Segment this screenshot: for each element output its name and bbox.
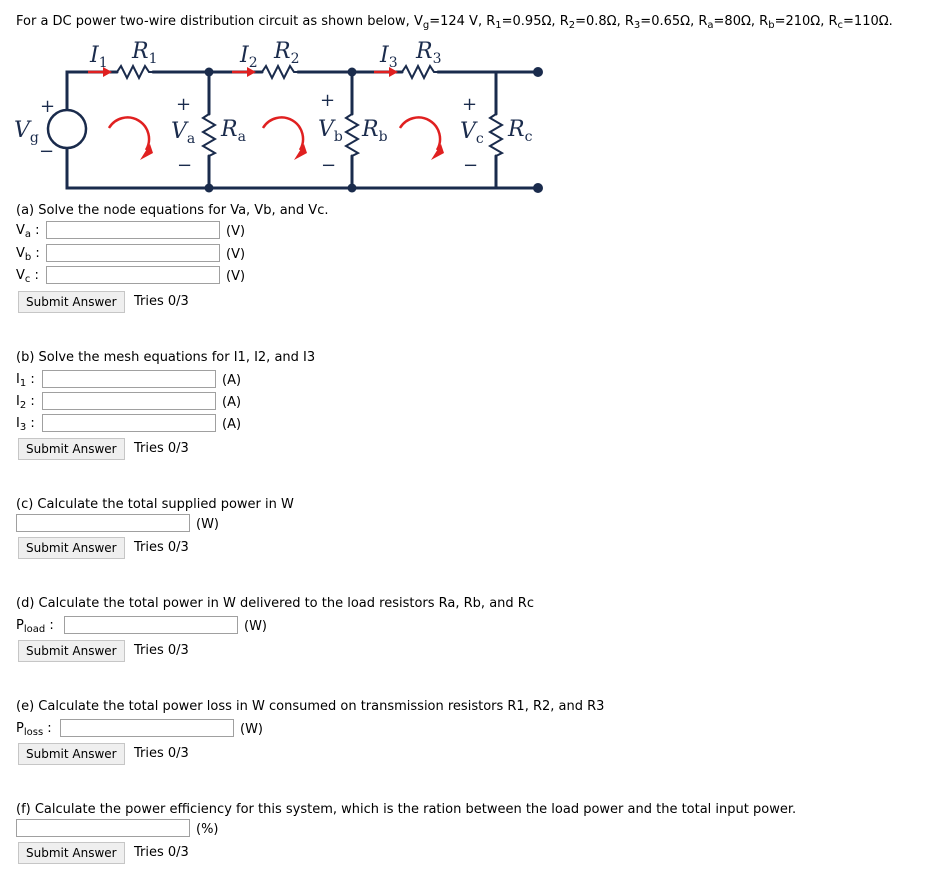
label-r1: $R_1$ [132, 39, 158, 67]
tries-e: Tries 0/3 [134, 746, 189, 761]
i3-input[interactable] [42, 414, 216, 432]
vg-plus-sign: + [40, 96, 56, 117]
tries-d: Tries 0/3 [134, 643, 189, 658]
rc-symbol: R [828, 14, 838, 29]
efficiency-unit: (%) [196, 822, 219, 837]
tries-c: Tries 0/3 [134, 540, 189, 555]
vc-unit: (V) [226, 269, 246, 284]
rb-symbol: R [759, 14, 769, 29]
r1-subscript: 1 [495, 20, 502, 31]
ra-value: =80Ω, [713, 14, 760, 29]
i1-input[interactable] [42, 370, 216, 388]
label-vc: $V_c$ [460, 119, 484, 147]
vg-symbol: V [413, 14, 423, 29]
r2-value: =0.8Ω, [575, 14, 625, 29]
answer-row-efficiency [16, 819, 316, 839]
resistor-r3 [402, 66, 438, 78]
i3-unit: (A) [222, 417, 242, 432]
tries-f: Tries 0/3 [134, 845, 189, 860]
r2-subscript: 2 [568, 20, 576, 31]
problem-statement [16, 14, 893, 29]
label-vb: $V_b$ [318, 117, 343, 145]
vc-minus-sign: − [463, 155, 479, 176]
answer-row-i3 [16, 414, 316, 434]
rc-subscript: c [837, 20, 844, 31]
submit-button-f[interactable]: Submit Answer [18, 842, 125, 864]
label-ra: $R_a$ [221, 117, 246, 145]
i2-input[interactable] [42, 392, 216, 410]
label-i2: $I_2$ [240, 43, 258, 71]
i3-label: $I_3$ : [16, 416, 35, 433]
r3-value: =0.65Ω, [640, 14, 699, 29]
submit-button-b[interactable]: Submit Answer [18, 438, 125, 460]
vb-label: $V_b$ : [16, 246, 40, 263]
label-rb: $R_b$ [362, 117, 388, 145]
total-power-unit: (W) [196, 517, 219, 532]
vg-minus-sign: − [39, 141, 55, 162]
resistor-rb [346, 114, 358, 156]
vg-value: =124 V, [429, 14, 487, 29]
ploss-input[interactable] [60, 719, 234, 737]
va-unit: (V) [226, 224, 246, 239]
vb-plus-sign: + [320, 90, 336, 111]
r1-symbol: R [486, 14, 496, 29]
mesh-loop-arrows [109, 117, 440, 150]
ploss-label: $P_{loss}$ : [16, 721, 52, 738]
va-minus-sign: − [177, 155, 193, 176]
r3-subscript: 3 [633, 20, 641, 31]
rb-subscript: b [768, 20, 775, 31]
total-power-input[interactable] [16, 514, 190, 532]
answer-row-vb [16, 244, 316, 264]
vc-plus-sign: + [462, 94, 478, 115]
label-rc: $R_c$ [508, 117, 533, 145]
vc-label: $V_c$ : [16, 268, 39, 285]
label-r2: $R_2$ [274, 39, 300, 67]
answer-row-i1 [16, 370, 316, 390]
question-b: (b) Solve the mesh equations for I1, I2, and I3 [16, 350, 316, 365]
r2-symbol: R [559, 14, 569, 29]
vb-unit: (V) [226, 247, 246, 262]
resistor-ra [203, 114, 215, 156]
resistor-r1 [117, 66, 153, 78]
vg-subscript: g [422, 20, 430, 31]
ra-symbol: R [698, 14, 708, 29]
answer-row-ploss [16, 719, 336, 739]
va-input[interactable] [46, 221, 220, 239]
tries-b: Tries 0/3 [134, 441, 189, 456]
label-i1: $I_1$ [90, 43, 108, 71]
circuit-diagram [0, 36, 560, 206]
rc-value: =110Ω. [843, 14, 893, 29]
pload-label: $P_{load}$ : [16, 618, 54, 635]
r3-symbol: R [624, 14, 634, 29]
resistor-r2 [262, 66, 298, 78]
question-c: (c) Calculate the total supplied power in W [16, 497, 294, 512]
efficiency-input[interactable] [16, 819, 190, 837]
submit-button-e[interactable]: Submit Answer [18, 743, 125, 765]
question-d: (d) Calculate the total power in W delivered to the load resistors Ra, Rb, and Rc [16, 596, 534, 611]
r1-value: =0.95Ω, [501, 14, 560, 29]
ra-subscript: a [707, 20, 714, 31]
submit-button-c[interactable]: Submit Answer [18, 537, 125, 559]
va-label: $V_a$ : [16, 223, 40, 240]
i1-label: $I_1$ : [16, 372, 35, 389]
answer-row-pload [16, 616, 336, 636]
problem-intro: For a DC power two-wire distribution circuit as shown below, [16, 14, 414, 29]
vc-input[interactable] [46, 266, 220, 284]
ploss-unit: (W) [240, 722, 263, 737]
label-r3: $R_3$ [416, 39, 442, 67]
pload-input[interactable] [64, 616, 238, 634]
i1-unit: (A) [222, 373, 242, 388]
submit-button-d[interactable]: Submit Answer [18, 640, 125, 662]
tries-a: Tries 0/3 [134, 294, 189, 309]
answer-row-i2 [16, 392, 316, 412]
vb-input[interactable] [46, 244, 220, 262]
i2-unit: (A) [222, 395, 242, 410]
vb-minus-sign: − [321, 155, 337, 176]
answer-row-vc [16, 266, 316, 286]
question-e: (e) Calculate the total power loss in W consumed on transmission resistors R1, R2, and R3 [16, 699, 605, 714]
resistor-rc [490, 114, 502, 156]
answer-row-va [16, 221, 316, 241]
question-a: (a) Solve the node equations for Va, Vb, and Vc. [16, 203, 329, 218]
label-va: $V_a$ [171, 119, 196, 147]
va-plus-sign: + [176, 94, 192, 115]
label-vg: $V_g$ [14, 118, 39, 146]
i2-label: $I_2$ : [16, 394, 35, 411]
rb-value: =210Ω, [774, 14, 829, 29]
question-f: (f) Calculate the power efficiency for this system, which is the ration between the load power and the total input power. [16, 802, 797, 817]
answer-row-power [16, 514, 316, 534]
pload-unit: (W) [244, 619, 267, 634]
submit-button-a[interactable]: Submit Answer [18, 291, 125, 313]
label-i3: $I_3$ [380, 43, 398, 71]
